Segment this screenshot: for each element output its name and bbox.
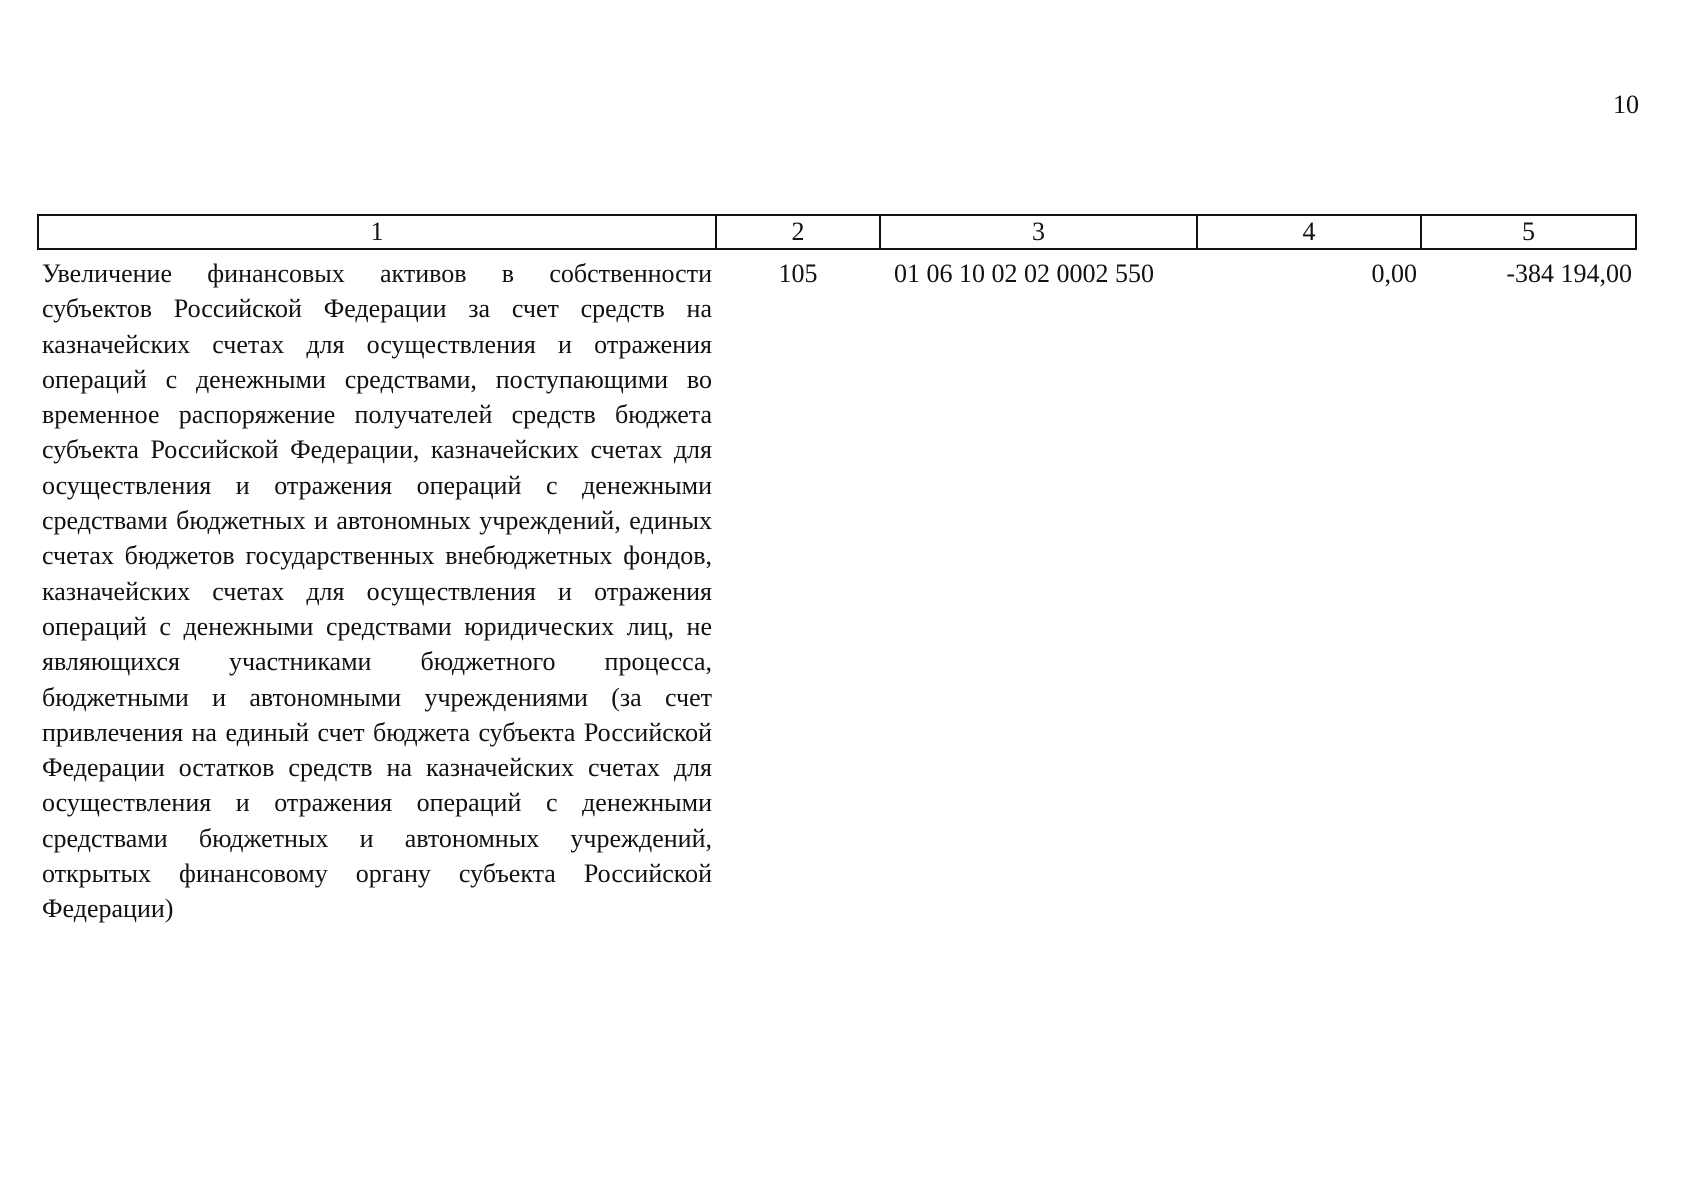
row-admin-code: 105 xyxy=(778,259,818,288)
budget-sources-table xyxy=(37,214,1637,927)
column-header-5: 5 xyxy=(1421,215,1636,249)
column-header-1: 1 xyxy=(38,215,716,249)
row-description: Увеличение финансовых активов в собственности субъектов Российской Федерации за счет средств на казначейских счетах для осуществления и отражения операций с денежными средствами, поступающими во временное распоряжение получателей средств бюджета субъекта Российской Федерации, казначейских счетах для осуществления и отражения операций с денежными средствами бюджетных и автономных учреждений, единых счетах бюджетов государственных внебюджетных фондов, казначейских счетах для осуществления и отражения операций с денежными средствами юридических лиц, не являющихся участниками бюджетного процесса, бюджетными и автономными учреждениями (за счет привлечения на единый счет бюджета субъекта Российской Федерации остатков средств на казначейских счетах для осуществления и отражения операций с денежными средствами бюджетных и автономных учреждений, открытых финансовому органу субъекта Российской Федерации) xyxy=(42,259,712,924)
row-value-column-4: 0,00 xyxy=(1371,259,1417,288)
table-row xyxy=(38,249,1636,927)
row-value-column-5: -384 194,00 xyxy=(1506,259,1632,288)
header-row xyxy=(38,215,1636,249)
column-header-3: 3 xyxy=(880,215,1197,249)
page-number: 10 xyxy=(1613,90,1639,119)
column-header-2: 2 xyxy=(716,215,880,249)
table-body xyxy=(38,249,1636,927)
table-header xyxy=(38,215,1636,249)
row-kbk-code: 01 06 10 02 02 0002 550 xyxy=(894,259,1154,288)
column-header-4: 4 xyxy=(1197,215,1421,249)
